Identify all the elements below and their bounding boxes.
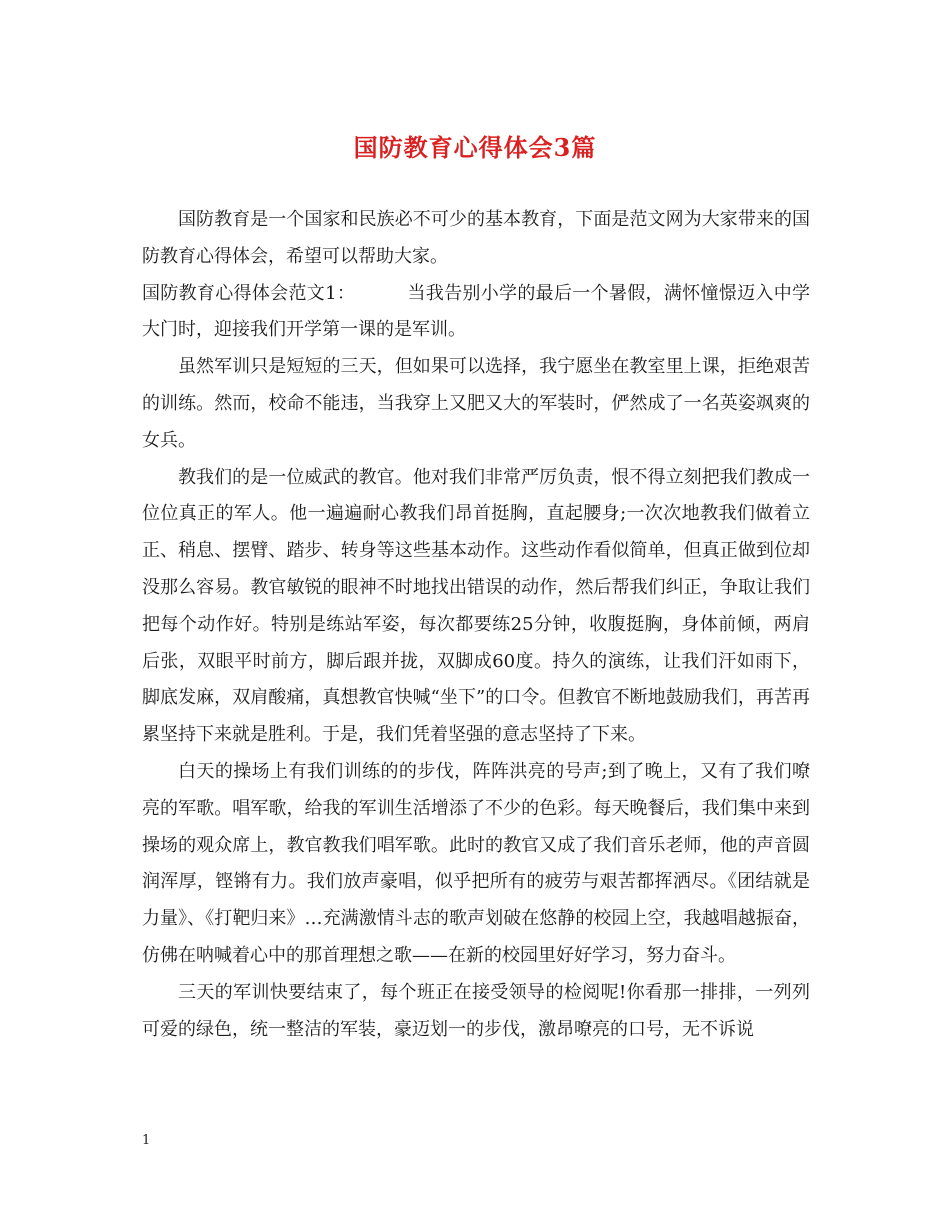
document-body [142, 202, 810, 1048]
page-number: 1 [142, 1133, 151, 1148]
document-title: 国防教育心得体会3篇 [353, 133, 597, 162]
essay-paragraph-4: 白天的操场上有我们训练的的步伐，阵阵洪亮的号声;到了晚上，又有了我们嘹亮的军歌。唱军歌，给我的军训生活增添了不少的色彩。每天晚餐后，我们集中来到操场的观众席上，教官教我们唱军歌。此时的教官又成了我们音乐老师，他的声音圆润浑厚，铿锵有力。我们放声豪唱，似乎把所有的疲劳与艰苦都挥洒尽。《团结就是力量》、《打靶归来》…充满激情斗志的歌声划破在悠静的校园上空，我越唱越振奋，仿佛在呐喊着心中的那首理想之歌——在新的校园里好好学习，努力奋斗。 [142, 760, 810, 966]
essay-first-paragraph [142, 276, 810, 350]
essay-label: 国防教育心得体会范文1： [142, 282, 356, 304]
essay-paragraph-5: 三天的军训快要结束了，每个班正在接受领导的检阅呢!你看那一排排，一列列可爱的绿色，统一整洁的军装，豪迈划一的步伐，激昂嘹亮的口号，无不诉说 [142, 981, 810, 1040]
essay-paragraph-1: 当我告别小学的最后一个暑假，满怀憧憬迈入中学大门时，迎接我们开学第一课的是军训。 [142, 282, 811, 341]
intro-paragraph: 国防教育是一个国家和民族必不可少的基本教育，下面是范文网为大家带来的国防教育心得体会，希望可以帮助大家。 [142, 209, 810, 267]
essay-paragraph-3: 教我们的是一位威武的教官。他对我们非常严厉负责，恨不得立刻把我们教成一位位真正的军人。他一遍遍耐心教我们昂首挺胸，直起腰身;一次次地教我们做着立正、稍息、摆臂、踏步、转身等这些基本动作。这些动作看似简单，但真正做到位却没那么容易。教官敏锐的眼神不时地找出错误的动作，然后帮我们纠正，争取让我们把每个动作好。特别是练站军姿，每次都要练25分钟，收腹挺胸，身体前倾，两肩后张，双眼平时前方，脚后跟并拢，双脚成60度。持久的演练，让我们汗如雨下，脚底发麻，双肩酸痛，真想教官快喊“坐下”的口令。但教官不断地鼓励我们，再苦再累坚持下来就是胜利。于是，我们凭着坚强的意志坚持了下来。 [142, 466, 810, 746]
essay-paragraph-2: 虽然军训只是短短的三天，但如果可以选择，我宁愿坐在教室里上课，拒绝艰苦的训练。然而，校命不能违，当我穿上又肥又大的军装时，俨然成了一名英姿飒爽的女兵。 [142, 356, 810, 451]
